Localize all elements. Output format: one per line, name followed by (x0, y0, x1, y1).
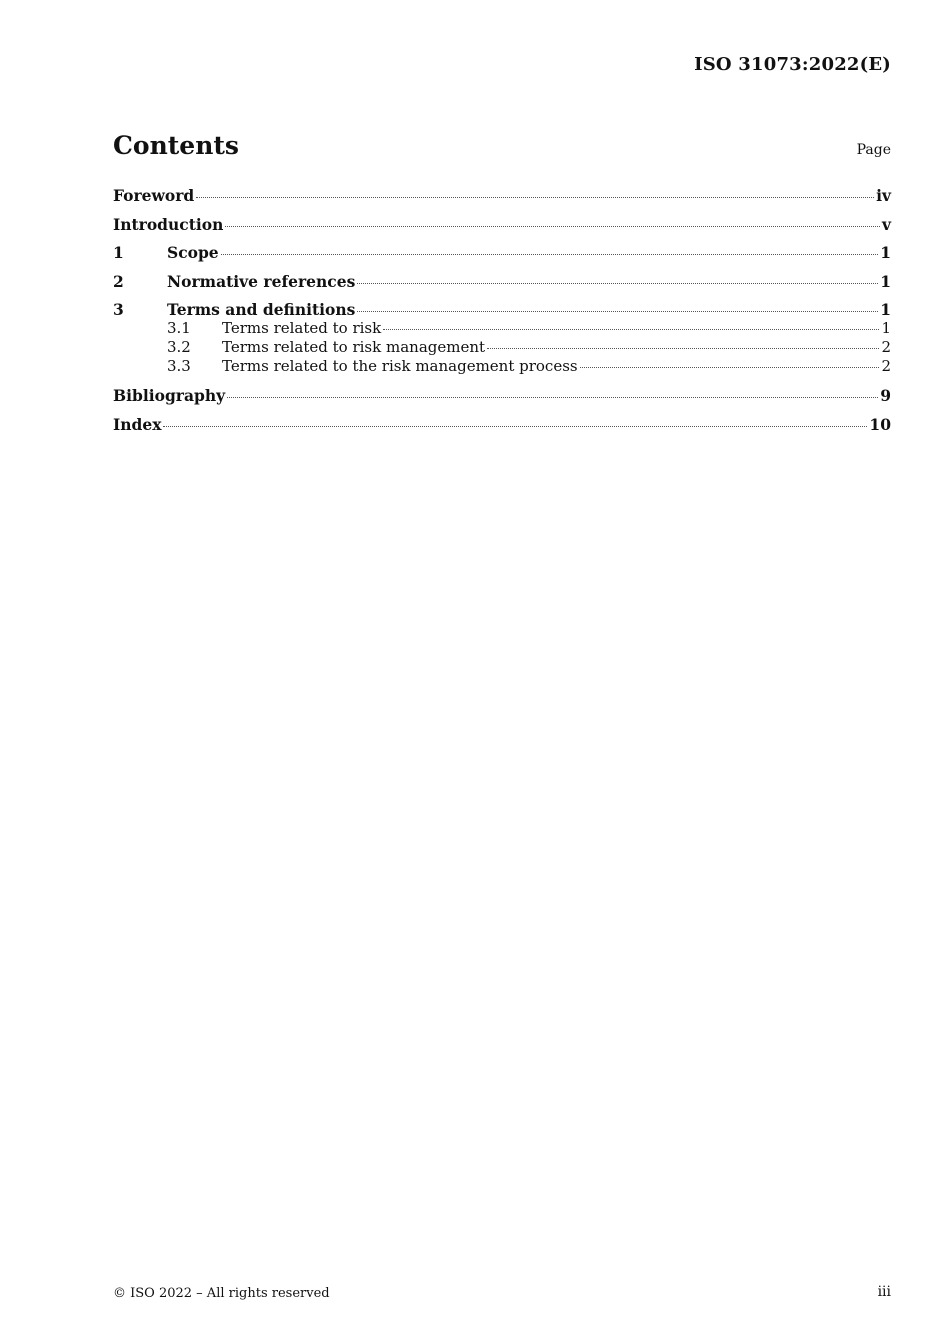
toc-entry-label: Normative references (167, 271, 356, 291)
toc-entry-page: 10 (869, 414, 891, 434)
toc-entry-label: Bibliography (113, 386, 226, 405)
toc-entry-page: 2 (881, 338, 891, 356)
toc-entry-index[interactable] (113, 415, 891, 444)
footer-page-number: iii (877, 1284, 891, 1300)
toc-entry-page: iv (876, 186, 891, 205)
toc-entry-label: Terms and definitions (167, 300, 356, 319)
toc-entry-foreword[interactable] (113, 186, 891, 215)
document-id: ISO 31073:2022(E) (694, 54, 891, 75)
toc-entry-page: 1 (880, 300, 891, 319)
dot-leader (580, 367, 880, 368)
toc-entry-page: 2 (881, 357, 891, 375)
toc-entry-terms-related-to-risk-management[interactable] (113, 338, 891, 357)
toc-entry-page: 1 (881, 319, 891, 337)
toc-entry-label: Terms related to risk (222, 319, 382, 337)
dot-leader (225, 226, 880, 227)
dot-leader (221, 254, 879, 255)
toc-entry-page: v (881, 214, 891, 234)
dot-leader (196, 197, 874, 198)
toc-entry-label: Scope (167, 243, 219, 262)
toc-entry-terms-and-definitions[interactable] (113, 300, 891, 319)
toc-entry-label: Terms related to the risk management process (222, 357, 578, 375)
dot-leader (357, 283, 878, 284)
dot-leader (163, 426, 867, 427)
toc-entry-label: Foreword (113, 186, 195, 205)
toc-entry-label: Introduction (113, 214, 224, 234)
toc-entry-terms-related-to-risk-management-process[interactable] (113, 357, 891, 386)
toc-entry-terms-related-to-risk[interactable] (113, 319, 891, 338)
toc-entry-page: 1 (880, 243, 891, 262)
page-column-label: Page (856, 142, 891, 158)
toc-entry-number: 3.2 (167, 338, 191, 356)
toc-entry-bibliography[interactable] (113, 386, 891, 415)
dot-leader (487, 348, 879, 349)
toc-entry-number: 3 (113, 300, 124, 319)
toc-entry-number: 2 (113, 271, 124, 291)
footer-copyright: © ISO 2022 – All rights reserved (113, 1286, 330, 1301)
toc-entry-introduction[interactable] (113, 215, 891, 244)
toc-entry-number: 3.3 (167, 357, 191, 375)
toc-entry-label: Index (113, 414, 162, 434)
contents-title: Contents (113, 131, 240, 160)
toc-entry-page: 1 (880, 271, 891, 291)
toc-entry-normative-references[interactable] (113, 272, 891, 301)
toc-entry-page: 9 (880, 386, 891, 405)
dot-leader (383, 329, 879, 330)
toc-entry-scope[interactable] (113, 243, 891, 272)
toc-entry-number: 1 (113, 243, 124, 262)
dot-leader (357, 311, 878, 312)
toc-entry-label: Terms related to risk management (222, 338, 486, 356)
toc-entry-number: 3.1 (167, 319, 191, 337)
table-of-contents (113, 186, 891, 443)
dot-leader (227, 397, 878, 398)
